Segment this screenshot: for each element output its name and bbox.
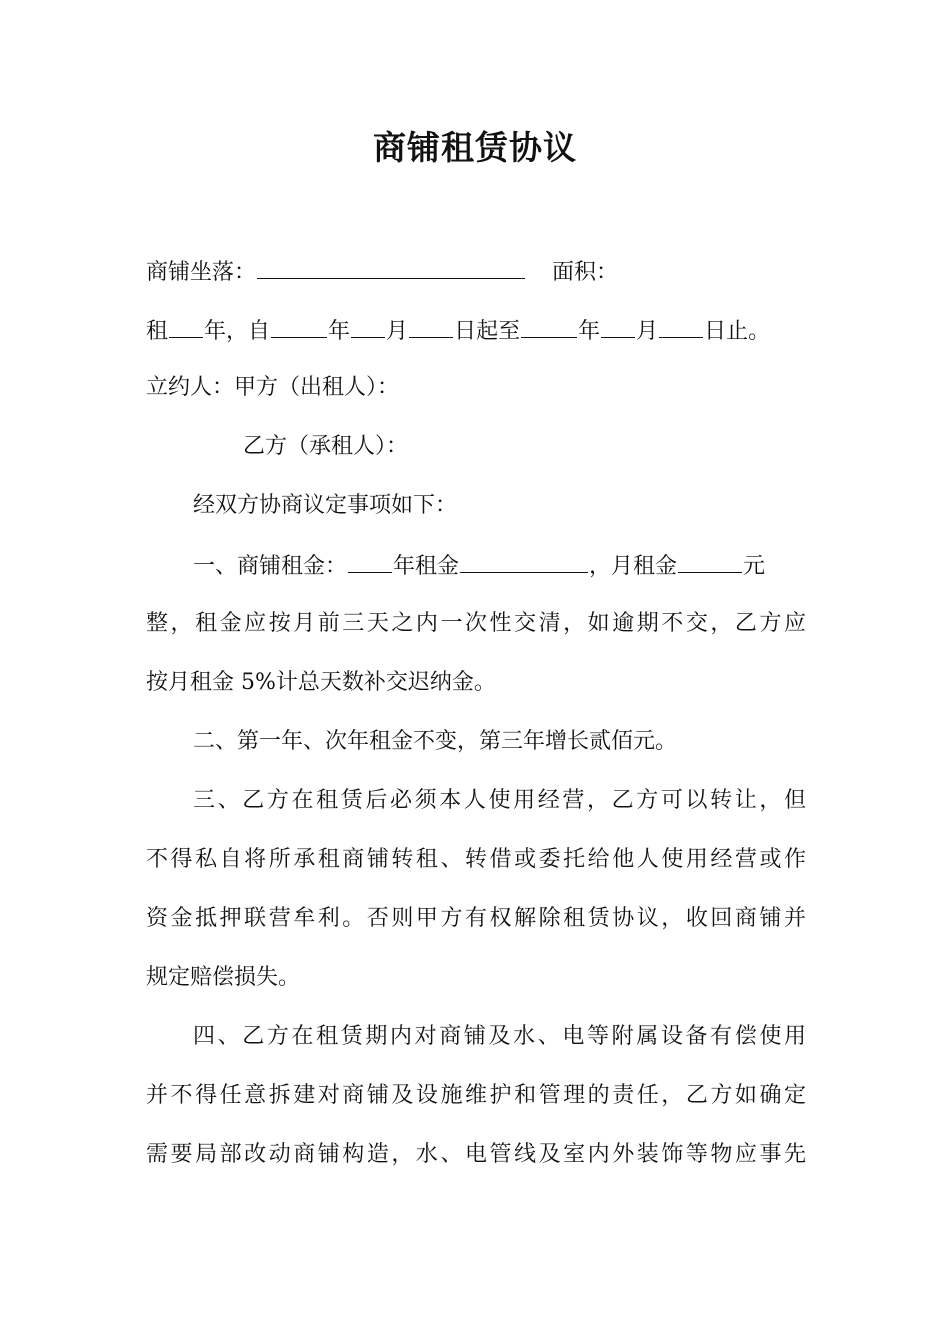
yuan-label: 元	[743, 554, 766, 579]
end-month-blank	[601, 315, 635, 338]
area-label: 面积：	[552, 260, 619, 285]
location-label: 商铺坐落：	[146, 260, 257, 285]
end-month-label: 月	[636, 319, 659, 344]
term-line	[146, 315, 770, 347]
clause1-line2: 整，租金应按月前三天之内一次性交清，如逾期不交，乙方应	[146, 611, 806, 636]
end-year-label: 年	[578, 319, 601, 344]
clause3-line1: 三、乙方在租赁后必须本人使用经营，乙方可以转让，但	[193, 788, 806, 813]
clause1-line1	[193, 550, 806, 582]
end-year-blank	[521, 315, 577, 338]
rent-years-blank	[348, 550, 392, 573]
monthly-rent-label: ，月租金	[589, 554, 678, 579]
end-day-blank	[659, 315, 703, 338]
clause4-line3: 需要局部改动商铺构造，水、电管线及室内外装饰等物应事先	[146, 1142, 806, 1167]
clause3-line2: 不得私自将所承租商铺转租、转借或委托给他人使用经营或作	[146, 847, 806, 872]
start-day-label: 日起至	[454, 319, 521, 344]
start-day-blank	[409, 315, 453, 338]
start-year-label: 年	[328, 319, 351, 344]
clause3-line4: 规定赔偿损失。	[146, 965, 301, 990]
rent-label: 一、商铺租金：	[193, 554, 348, 579]
party-a-line: 立约人：甲方（出租人）：	[146, 375, 400, 400]
party-b-line: 乙方（承租人）：	[243, 434, 409, 459]
term-years-blank	[169, 315, 203, 338]
location-blank	[257, 256, 525, 279]
clause1-line3: 按月租金 5%计总天数补交迟纳金。	[146, 670, 496, 695]
monthly-rent-blank	[678, 550, 742, 573]
start-month-blank	[351, 315, 385, 338]
clause4-line2: 并不得任意拆建对商铺及设施维护和管理的责任，乙方如确定	[146, 1083, 806, 1108]
location-line	[146, 256, 618, 288]
term-year-label: 年，自	[204, 319, 271, 344]
end-day-label: 日止。	[704, 319, 771, 344]
document-title: 商铺租赁协议	[373, 128, 577, 167]
annual-rent-label: 年租金	[393, 554, 460, 579]
clause3-line3: 资金抵押联营牟利。否则甲方有权解除租赁协议，收回商铺并	[146, 906, 806, 931]
intro-line: 经双方协商议定事项如下：	[193, 493, 458, 518]
annual-rent-blank	[460, 550, 588, 573]
term-prefix: 租	[146, 319, 169, 344]
clause2-line: 二、第一年、次年租金不变，第三年增长贰佰元。	[193, 729, 678, 754]
clause4-line1: 四、乙方在租赁期内对商铺及水、电等附属设备有偿使用	[193, 1024, 806, 1049]
start-month-label: 月	[386, 319, 409, 344]
start-year-blank	[271, 315, 327, 338]
